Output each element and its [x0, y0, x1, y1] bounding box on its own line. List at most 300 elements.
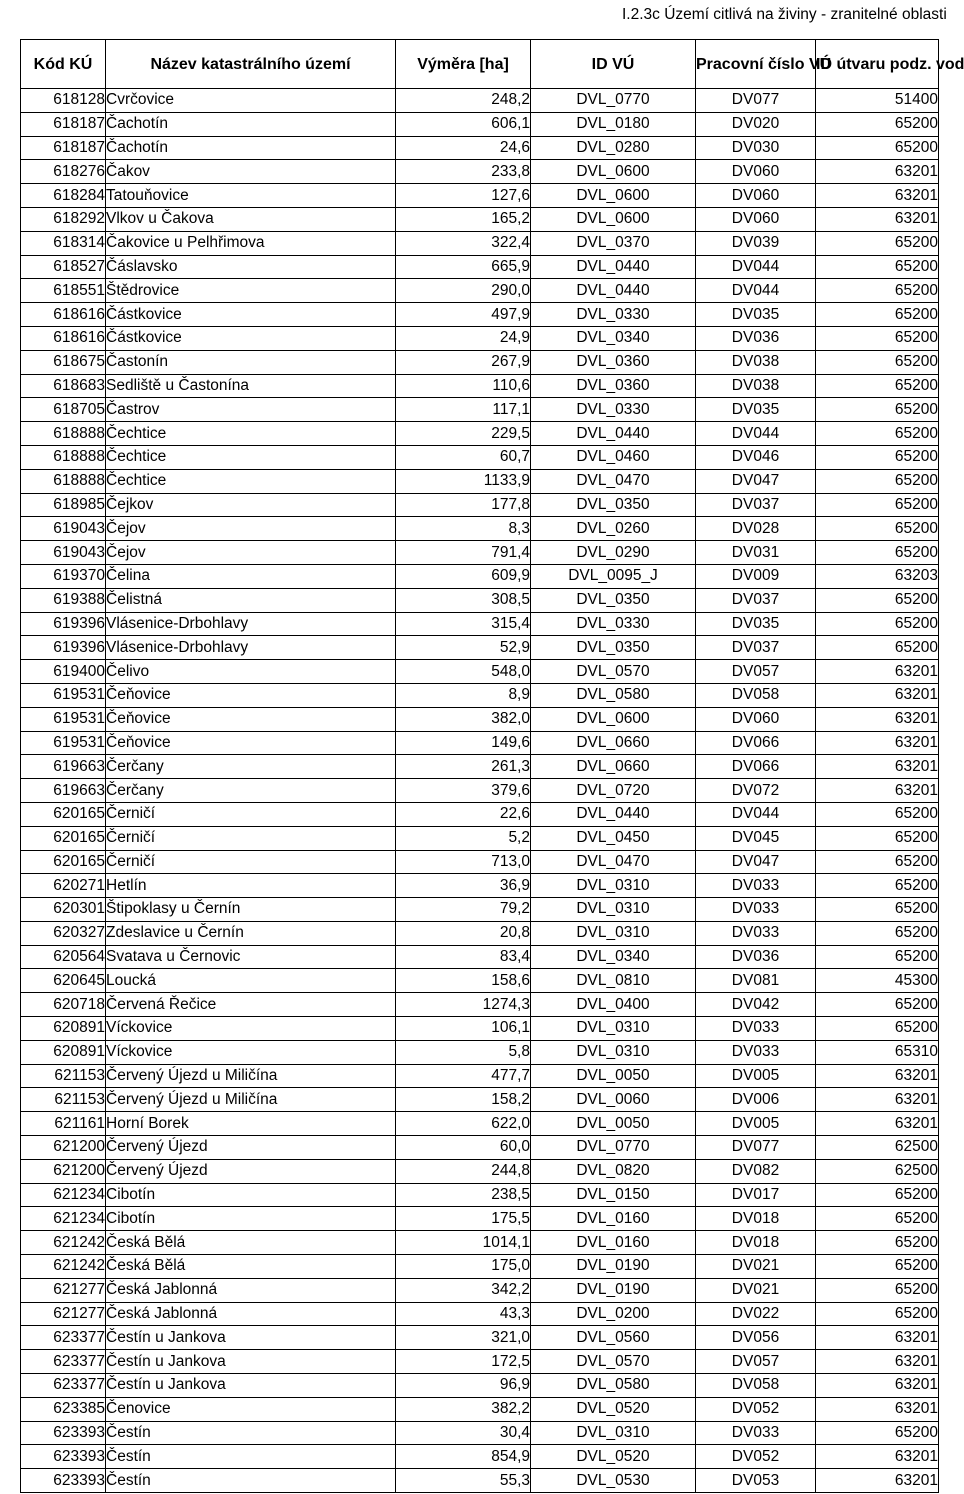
- cell-kod-ku: 618705: [21, 398, 106, 422]
- cell-id-vu: DVL_0770: [531, 1136, 696, 1160]
- cell-kod-ku: 618888: [21, 445, 106, 469]
- column-header-vymera: Výměra [ha]: [396, 40, 531, 89]
- cell-id-vu: DVL_0340: [531, 945, 696, 969]
- cell-nazev: Tatouňovice: [106, 184, 396, 208]
- cell-pracovni-cislo: DV006: [696, 1088, 816, 1112]
- table-row: [21, 1088, 939, 1112]
- cell-id-utvaru: 63201: [816, 755, 939, 779]
- cell-nazev: Čelivo: [106, 660, 396, 684]
- cell-id-utvaru: 65200: [816, 1278, 939, 1302]
- cell-pracovni-cislo: DV035: [696, 303, 816, 327]
- table-row: [21, 136, 939, 160]
- cell-pracovni-cislo: DV038: [696, 350, 816, 374]
- cell-pracovni-cislo: DV060: [696, 707, 816, 731]
- cell-id-utvaru: 63201: [816, 160, 939, 184]
- cell-id-utvaru: 65200: [816, 802, 939, 826]
- cell-nazev: Čeňovice: [106, 707, 396, 731]
- table-row: [21, 612, 939, 636]
- cell-id-utvaru: 65200: [816, 1183, 939, 1207]
- cell-kod-ku: 621200: [21, 1159, 106, 1183]
- cell-pracovni-cislo: DV028: [696, 517, 816, 541]
- cell-id-vu: DVL_0160: [531, 1207, 696, 1231]
- cell-kod-ku: 618527: [21, 255, 106, 279]
- cell-id-utvaru: 65200: [816, 898, 939, 922]
- cell-id-utvaru: 65200: [816, 493, 939, 517]
- cell-id-utvaru: 62500: [816, 1136, 939, 1160]
- cell-nazev: Loucká: [106, 969, 396, 993]
- column-header-id-utvaru: ID útvaru podz. vod: [816, 40, 939, 89]
- cell-nazev: Vlkov u Čakova: [106, 207, 396, 231]
- table-row: [21, 969, 939, 993]
- cell-id-utvaru: 65200: [816, 850, 939, 874]
- cell-kod-ku: 618187: [21, 136, 106, 160]
- table-row: [21, 1350, 939, 1374]
- cell-nazev: Čechtice: [106, 469, 396, 493]
- table-row: [21, 1207, 939, 1231]
- table-row: [21, 874, 939, 898]
- cell-id-vu: DVL_0580: [531, 1374, 696, 1398]
- cell-nazev: Čelistná: [106, 588, 396, 612]
- cell-vymera: 379,6: [396, 779, 531, 803]
- cell-nazev: Čenovice: [106, 1397, 396, 1421]
- table-row: [21, 660, 939, 684]
- cell-id-utvaru: 63201: [816, 683, 939, 707]
- cell-kod-ku: 618888: [21, 469, 106, 493]
- cell-id-utvaru: 65200: [816, 303, 939, 327]
- cell-pracovni-cislo: DV058: [696, 683, 816, 707]
- cell-kod-ku: 621153: [21, 1088, 106, 1112]
- cadastral-table: [20, 39, 964, 1493]
- cell-kod-ku: 618675: [21, 350, 106, 374]
- table-row: [21, 636, 939, 660]
- cell-id-vu: DVL_0190: [531, 1255, 696, 1279]
- cell-vymera: 149,6: [396, 731, 531, 755]
- cell-id-vu: DVL_0470: [531, 469, 696, 493]
- cell-nazev: Čejov: [106, 541, 396, 565]
- cell-id-utvaru: 65200: [816, 921, 939, 945]
- cell-pracovni-cislo: DV020: [696, 112, 816, 136]
- cell-nazev: Čeňovice: [106, 683, 396, 707]
- cell-kod-ku: 618284: [21, 184, 106, 208]
- cell-id-vu: DVL_0330: [531, 612, 696, 636]
- cell-id-utvaru: 65200: [816, 469, 939, 493]
- table-row: [21, 1445, 939, 1469]
- cell-nazev: Vlásenice-Drbohlavy: [106, 612, 396, 636]
- cell-nazev: Červený Újezd u Miličína: [106, 1064, 396, 1088]
- cell-id-utvaru: 62500: [816, 1159, 939, 1183]
- cell-id-vu: DVL_0440: [531, 255, 696, 279]
- cell-kod-ku: 620718: [21, 993, 106, 1017]
- cell-pracovni-cislo: DV066: [696, 755, 816, 779]
- cell-id-utvaru: 65200: [816, 350, 939, 374]
- table-row: [21, 184, 939, 208]
- cell-id-utvaru: 51400: [816, 89, 939, 113]
- table-row: [21, 279, 939, 303]
- cell-nazev: Čestín u Jankova: [106, 1350, 396, 1374]
- cell-vymera: 30,4: [396, 1421, 531, 1445]
- cell-pracovni-cislo: DV045: [696, 826, 816, 850]
- cell-id-vu: DVL_0520: [531, 1445, 696, 1469]
- cell-id-vu: DVL_0570: [531, 660, 696, 684]
- table-row: [21, 517, 939, 541]
- cell-id-vu: DVL_0350: [531, 636, 696, 660]
- table-row: [21, 541, 939, 565]
- cell-vymera: 244,8: [396, 1159, 531, 1183]
- cell-pracovni-cislo: DV033: [696, 1017, 816, 1041]
- table-row: [21, 755, 939, 779]
- cell-vymera: 606,1: [396, 112, 531, 136]
- cell-id-utvaru: 63201: [816, 1326, 939, 1350]
- cell-kod-ku: 618128: [21, 89, 106, 113]
- table-row: [21, 921, 939, 945]
- cell-vymera: 477,7: [396, 1064, 531, 1088]
- cell-pracovni-cislo: DV033: [696, 1040, 816, 1064]
- cell-vymera: 713,0: [396, 850, 531, 874]
- cell-pracovni-cislo: DV060: [696, 184, 816, 208]
- table-body: [21, 89, 939, 1493]
- cell-id-utvaru: 63201: [816, 184, 939, 208]
- table-row: [21, 898, 939, 922]
- cell-id-utvaru: 65200: [816, 588, 939, 612]
- cell-pracovni-cislo: DV077: [696, 89, 816, 113]
- table-header-row: [21, 40, 939, 89]
- cell-pracovni-cislo: DV057: [696, 660, 816, 684]
- cell-id-vu: DVL_0310: [531, 1040, 696, 1064]
- cell-pracovni-cislo: DV038: [696, 374, 816, 398]
- cell-id-utvaru: 65200: [816, 541, 939, 565]
- cell-pracovni-cislo: DV046: [696, 445, 816, 469]
- cell-id-utvaru: 63201: [816, 1112, 939, 1136]
- table-row: [21, 1302, 939, 1326]
- cell-nazev: Čechtice: [106, 445, 396, 469]
- cell-id-utvaru: 65200: [816, 945, 939, 969]
- cell-id-vu: DVL_0470: [531, 850, 696, 874]
- cell-pracovni-cislo: DV035: [696, 612, 816, 636]
- cell-pracovni-cislo: DV077: [696, 1136, 816, 1160]
- cell-pracovni-cislo: DV009: [696, 564, 816, 588]
- cell-vymera: 20,8: [396, 921, 531, 945]
- cell-id-utvaru: 65200: [816, 136, 939, 160]
- cell-id-utvaru: 65200: [816, 231, 939, 255]
- cell-vymera: 175,0: [396, 1255, 531, 1279]
- cell-kod-ku: 619400: [21, 660, 106, 684]
- cell-id-utvaru: 65200: [816, 826, 939, 850]
- cell-id-vu: DVL_0360: [531, 374, 696, 398]
- cell-nazev: Zdeslavice u Černín: [106, 921, 396, 945]
- cell-nazev: Horní Borek: [106, 1112, 396, 1136]
- cell-id-vu: DVL_0050: [531, 1112, 696, 1136]
- cell-id-utvaru: 63201: [816, 1445, 939, 1469]
- table-row: [21, 826, 939, 850]
- cell-id-vu: DVL_0530: [531, 1469, 696, 1493]
- cell-id-utvaru: 63201: [816, 1350, 939, 1374]
- cell-kod-ku: 619531: [21, 731, 106, 755]
- table-row: [21, 350, 939, 374]
- cell-vymera: 52,9: [396, 636, 531, 660]
- cell-id-utvaru: 65310: [816, 1040, 939, 1064]
- cell-vymera: 106,1: [396, 1017, 531, 1041]
- document-title: I.2.3c Území citlivá na živiny - zranitelné oblasti: [622, 6, 947, 23]
- table-row: [21, 1421, 939, 1445]
- cell-vymera: 315,4: [396, 612, 531, 636]
- table-row: [21, 493, 939, 517]
- cell-nazev: Cvrčovice: [106, 89, 396, 113]
- cell-id-vu: DVL_0350: [531, 493, 696, 517]
- cell-vymera: 83,4: [396, 945, 531, 969]
- cell-vymera: 854,9: [396, 1445, 531, 1469]
- cell-id-utvaru: 65200: [816, 279, 939, 303]
- cell-pracovni-cislo: DV044: [696, 255, 816, 279]
- cell-pracovni-cislo: DV033: [696, 921, 816, 945]
- table-row: [21, 993, 939, 1017]
- cell-pracovni-cislo: DV039: [696, 231, 816, 255]
- cell-nazev: Čestín: [106, 1421, 396, 1445]
- cell-vymera: 791,4: [396, 541, 531, 565]
- cell-pracovni-cislo: DV018: [696, 1207, 816, 1231]
- cell-vymera: 158,6: [396, 969, 531, 993]
- cell-id-vu: DVL_0050: [531, 1064, 696, 1088]
- cell-id-vu: DVL_0600: [531, 184, 696, 208]
- cell-vymera: 55,3: [396, 1469, 531, 1493]
- cell-id-vu: DVL_0290: [531, 541, 696, 565]
- cell-id-utvaru: 63203: [816, 564, 939, 588]
- cell-nazev: Vlásenice-Drbohlavy: [106, 636, 396, 660]
- cell-nazev: Čestín: [106, 1445, 396, 1469]
- cell-id-utvaru: 63201: [816, 1374, 939, 1398]
- cell-id-vu: DVL_0260: [531, 517, 696, 541]
- cell-kod-ku: 619663: [21, 779, 106, 803]
- cell-kod-ku: 621161: [21, 1112, 106, 1136]
- table-row: [21, 945, 939, 969]
- table-row: [21, 89, 939, 113]
- cell-vymera: 1133,9: [396, 469, 531, 493]
- cell-id-utvaru: 65200: [816, 874, 939, 898]
- cell-pracovni-cislo: DV031: [696, 541, 816, 565]
- cell-nazev: Česká Bělá: [106, 1255, 396, 1279]
- cell-kod-ku: 620165: [21, 802, 106, 826]
- table-row: [21, 303, 939, 327]
- table-row: [21, 1136, 939, 1160]
- cell-id-vu: DVL_0440: [531, 279, 696, 303]
- cell-nazev: Čerčany: [106, 755, 396, 779]
- cell-id-utvaru: 65200: [816, 445, 939, 469]
- cell-pracovni-cislo: DV072: [696, 779, 816, 803]
- cell-vymera: 24,6: [396, 136, 531, 160]
- cell-kod-ku: 623377: [21, 1374, 106, 1398]
- cell-vymera: 233,8: [396, 160, 531, 184]
- table-row: [21, 398, 939, 422]
- cell-pracovni-cislo: DV042: [696, 993, 816, 1017]
- cell-vymera: 261,3: [396, 755, 531, 779]
- cell-nazev: Čakovice u Pelhřimova: [106, 231, 396, 255]
- cell-nazev: Čerčany: [106, 779, 396, 803]
- cell-kod-ku: 623393: [21, 1421, 106, 1445]
- cell-id-vu: DVL_0580: [531, 683, 696, 707]
- table-row: [21, 1255, 939, 1279]
- cell-nazev: Čestín u Jankova: [106, 1326, 396, 1350]
- cell-pracovni-cislo: DV021: [696, 1278, 816, 1302]
- cell-pracovni-cislo: DV037: [696, 588, 816, 612]
- cell-vymera: 1014,1: [396, 1231, 531, 1255]
- cell-id-vu: DVL_0450: [531, 826, 696, 850]
- cell-nazev: Čeňovice: [106, 731, 396, 755]
- cell-nazev: Čáslavsko: [106, 255, 396, 279]
- cell-vymera: 175,5: [396, 1207, 531, 1231]
- cell-nazev: Černičí: [106, 802, 396, 826]
- cell-kod-ku: 620301: [21, 898, 106, 922]
- cell-id-vu: DVL_0060: [531, 1088, 696, 1112]
- cell-id-utvaru: 63201: [816, 1397, 939, 1421]
- cell-id-vu: DVL_0200: [531, 1302, 696, 1326]
- cell-id-vu: DVL_0310: [531, 874, 696, 898]
- table-row: [21, 850, 939, 874]
- cell-id-utvaru: 65200: [816, 422, 939, 446]
- cell-pracovni-cislo: DV037: [696, 493, 816, 517]
- cell-id-vu: DVL_0810: [531, 969, 696, 993]
- cell-kod-ku: 621277: [21, 1302, 106, 1326]
- cell-kod-ku: 618616: [21, 303, 106, 327]
- cell-vymera: 497,9: [396, 303, 531, 327]
- cell-pracovni-cislo: DV052: [696, 1445, 816, 1469]
- cell-pracovni-cislo: DV081: [696, 969, 816, 993]
- cell-nazev: Častrov: [106, 398, 396, 422]
- cell-nazev: Částkovice: [106, 303, 396, 327]
- cell-vymera: 267,9: [396, 350, 531, 374]
- cell-vymera: 8,9: [396, 683, 531, 707]
- cell-id-utvaru: 65200: [816, 255, 939, 279]
- cell-vymera: 609,9: [396, 564, 531, 588]
- table-row: [21, 445, 939, 469]
- cell-id-utvaru: 65200: [816, 1302, 939, 1326]
- table-row: [21, 1231, 939, 1255]
- table-row: [21, 802, 939, 826]
- cell-id-utvaru: 65200: [816, 326, 939, 350]
- cell-nazev: Čechtice: [106, 422, 396, 446]
- cell-id-utvaru: 65200: [816, 374, 939, 398]
- cell-id-vu: DVL_0460: [531, 445, 696, 469]
- cell-nazev: Červený Újezd: [106, 1136, 396, 1160]
- cell-id-vu: DVL_0310: [531, 921, 696, 945]
- cell-nazev: Česká Jablonná: [106, 1302, 396, 1326]
- cell-kod-ku: 619388: [21, 588, 106, 612]
- cell-pracovni-cislo: DV033: [696, 874, 816, 898]
- cell-id-utvaru: 63201: [816, 731, 939, 755]
- cell-kod-ku: 623393: [21, 1445, 106, 1469]
- cell-vymera: 5,8: [396, 1040, 531, 1064]
- cell-nazev: Svatava u Černovic: [106, 945, 396, 969]
- cell-id-utvaru: 63201: [816, 707, 939, 731]
- cell-pracovni-cislo: DV056: [696, 1326, 816, 1350]
- cell-nazev: Červený Újezd: [106, 1159, 396, 1183]
- cell-id-utvaru: 65200: [816, 517, 939, 541]
- cell-nazev: Štipoklasy u Černín: [106, 898, 396, 922]
- cell-pracovni-cislo: DV036: [696, 945, 816, 969]
- cell-id-vu: DVL_0190: [531, 1278, 696, 1302]
- cell-pracovni-cislo: DV047: [696, 850, 816, 874]
- table-row: [21, 1159, 939, 1183]
- cell-nazev: Častonín: [106, 350, 396, 374]
- cell-pracovni-cislo: DV005: [696, 1112, 816, 1136]
- cell-id-utvaru: 63201: [816, 1064, 939, 1088]
- cell-pracovni-cislo: DV044: [696, 279, 816, 303]
- cell-id-utvaru: 63201: [816, 207, 939, 231]
- cell-kod-ku: 621200: [21, 1136, 106, 1160]
- cell-pracovni-cislo: DV053: [696, 1469, 816, 1493]
- cell-id-utvaru: 65200: [816, 993, 939, 1017]
- cell-nazev: Částkovice: [106, 326, 396, 350]
- cell-pracovni-cislo: DV044: [696, 422, 816, 446]
- cell-vymera: 79,2: [396, 898, 531, 922]
- table-row: [21, 564, 939, 588]
- cell-kod-ku: 620645: [21, 969, 106, 993]
- cell-kod-ku: 621153: [21, 1064, 106, 1088]
- table-row: [21, 1040, 939, 1064]
- cell-nazev: Víckovice: [106, 1040, 396, 1064]
- table-row: [21, 683, 939, 707]
- cell-id-utvaru: 65200: [816, 398, 939, 422]
- cell-id-vu: DVL_0400: [531, 993, 696, 1017]
- cell-kod-ku: 620165: [21, 826, 106, 850]
- cell-id-vu: DVL_0570: [531, 1350, 696, 1374]
- cell-id-utvaru: 65200: [816, 112, 939, 136]
- cell-pracovni-cislo: DV066: [696, 731, 816, 755]
- table-row: [21, 422, 939, 446]
- table-row: [21, 588, 939, 612]
- cell-id-vu: DVL_0310: [531, 898, 696, 922]
- cell-id-vu: DVL_0520: [531, 1397, 696, 1421]
- cell-kod-ku: 623377: [21, 1350, 106, 1374]
- cell-kod-ku: 619663: [21, 755, 106, 779]
- cell-vymera: 382,2: [396, 1397, 531, 1421]
- cell-vymera: 308,5: [396, 588, 531, 612]
- cell-vymera: 60,7: [396, 445, 531, 469]
- cell-pracovni-cislo: DV017: [696, 1183, 816, 1207]
- cell-id-vu: DVL_0370: [531, 231, 696, 255]
- cell-id-vu: DVL_0600: [531, 707, 696, 731]
- cell-nazev: Černičí: [106, 826, 396, 850]
- table-row: [21, 469, 939, 493]
- cell-kod-ku: 619531: [21, 707, 106, 731]
- table-row: [21, 207, 939, 231]
- cell-vymera: 158,2: [396, 1088, 531, 1112]
- cell-kod-ku: 619531: [21, 683, 106, 707]
- cell-nazev: Červený Újezd u Miličína: [106, 1088, 396, 1112]
- cell-id-utvaru: 63201: [816, 779, 939, 803]
- cell-id-vu: DVL_0150: [531, 1183, 696, 1207]
- cell-pracovni-cislo: DV033: [696, 1421, 816, 1445]
- cell-nazev: Hetlín: [106, 874, 396, 898]
- cell-nazev: Víckovice: [106, 1017, 396, 1041]
- cell-id-utvaru: 65200: [816, 1231, 939, 1255]
- cell-vymera: 177,8: [396, 493, 531, 517]
- cell-kod-ku: 621277: [21, 1278, 106, 1302]
- cell-pracovni-cislo: DV033: [696, 898, 816, 922]
- cell-vymera: 248,2: [396, 89, 531, 113]
- cell-vymera: 96,9: [396, 1374, 531, 1398]
- table-row: [21, 1064, 939, 1088]
- cell-id-vu: DVL_0330: [531, 303, 696, 327]
- cell-pracovni-cislo: DV035: [696, 398, 816, 422]
- cell-id-vu: DVL_0280: [531, 136, 696, 160]
- cell-kod-ku: 618314: [21, 231, 106, 255]
- cell-id-vu: DVL_0600: [531, 207, 696, 231]
- table-row: [21, 1326, 939, 1350]
- cell-pracovni-cislo: DV030: [696, 136, 816, 160]
- cell-kod-ku: 618276: [21, 160, 106, 184]
- cell-vymera: 165,2: [396, 207, 531, 231]
- cell-vymera: 229,5: [396, 422, 531, 446]
- cell-id-vu: DVL_0560: [531, 1326, 696, 1350]
